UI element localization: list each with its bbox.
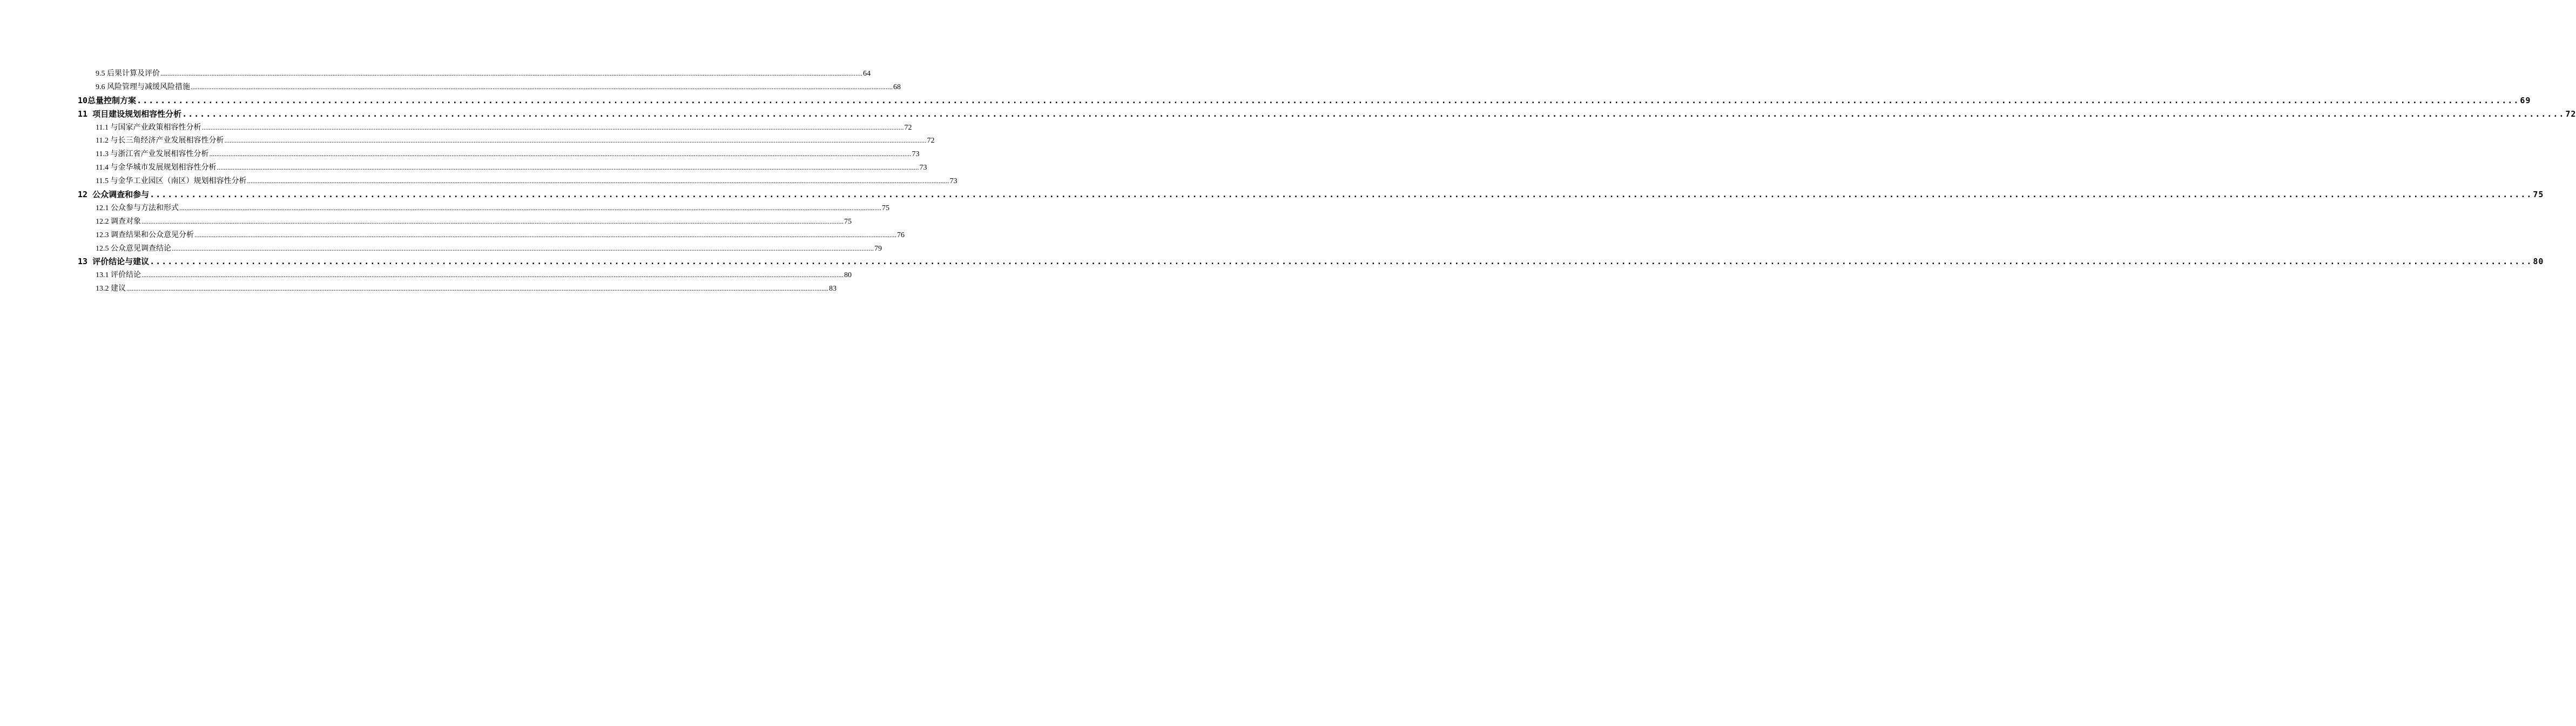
toc-section-entry[interactable] <box>78 174 957 188</box>
toc-dot-leader: ................................................................................................................................................................................................................................................................................................................................................................................................................ <box>160 69 862 77</box>
toc-page-number: 69 <box>2520 95 2531 105</box>
toc-dot-leader: ................................................................................................................................................................................................................................................................................................................................................................................................................ <box>182 109 2565 119</box>
toc-section-entry[interactable] <box>78 201 889 215</box>
toc-chapter-entry[interactable] <box>78 255 2544 268</box>
toc-entry-title: 12.5 公众意见调查结论 <box>96 244 171 253</box>
toc-entry-title: 9.5 后果计算及评价 <box>96 70 160 78</box>
toc-entry-title: 11.2 与长三角经济产业发展相容性分析 <box>96 137 224 145</box>
toc-page-number: 75 <box>2533 190 2544 200</box>
table-of-contents <box>78 67 2576 295</box>
toc-dot-leader: ................................................................................................................................................................................................................................................................................................................................................................................................................ <box>247 177 949 185</box>
toc-entry-title: 12.1 公众参与方法和形式 <box>96 204 179 212</box>
toc-dot-leader: ................................................................................................................................................................................................................................................................................................................................................................................................................ <box>172 244 874 252</box>
toc-entry-title: 11.1 与国家产业政策相容性分析 <box>96 123 201 132</box>
toc-entry-title: 12.2 调查对象 <box>96 217 141 226</box>
toc-section-entry[interactable] <box>78 161 927 174</box>
toc-chapter-entry[interactable] <box>78 94 2531 107</box>
toc-dot-leader: ................................................................................................................................................................................................................................................................................................................................................................................................................ <box>224 136 927 145</box>
toc-page-number: 68 <box>893 83 901 91</box>
toc-entry-title: 11.4 与金华城市发展规划相容性分析 <box>96 164 217 172</box>
toc-entry-title: 11.5 与金华工业园区（南区）规划相容性分析 <box>96 177 247 186</box>
toc-entry-title: 12.3 调查结果和公众意见分析 <box>96 231 194 239</box>
toc-section-entry[interactable] <box>78 268 852 282</box>
toc-section-entry[interactable] <box>78 134 935 147</box>
toc-dot-leader: ................................................................................................................................................................................................................................................................................................................................................................................................................ <box>217 163 919 172</box>
toc-section-entry[interactable] <box>78 147 920 161</box>
toc-dot-leader: ................................................................................................................................................................................................................................................................................................................................................................................................................ <box>141 217 844 225</box>
toc-dot-leader: ................................................................................................................................................................................................................................................................................................................................................................................................................ <box>126 284 828 293</box>
toc-section-entry[interactable] <box>78 121 912 135</box>
toc-page-number: 73 <box>919 164 927 172</box>
toc-section-entry[interactable] <box>78 228 905 242</box>
toc-section-entry[interactable] <box>78 215 852 228</box>
toc-dot-leader: ................................................................................................................................................................................................................................................................................................................................................................................................................ <box>209 150 912 158</box>
toc-dot-leader: ................................................................................................................................................................................................................................................................................................................................................................................................................ <box>201 123 904 131</box>
toc-entry-title: 9.6 风险管理与减缓风险措施 <box>96 83 190 91</box>
toc-entry-title: 11 项目建设规划相容性分析 <box>78 109 182 119</box>
toc-page-number: 83 <box>829 285 837 293</box>
toc-dot-leader: ................................................................................................................................................................................................................................................................................................................................................................................................................ <box>150 257 2533 267</box>
toc-entry-title: 10总量控制方案 <box>78 95 137 105</box>
toc-dot-leader: ................................................................................................................................................................................................................................................................................................................................................................................................................ <box>150 190 2533 200</box>
toc-entry-title: 13.2 建议 <box>96 285 126 293</box>
toc-page-number: 79 <box>874 244 882 253</box>
toc-dot-leader: ................................................................................................................................................................................................................................................................................................................................................................................................................ <box>137 95 2520 105</box>
toc-page-number: 64 <box>863 70 871 78</box>
toc-section-entry[interactable] <box>78 242 882 256</box>
toc-section-entry[interactable] <box>78 80 901 94</box>
toc-page-number: 73 <box>949 177 957 186</box>
toc-page-number: 76 <box>897 231 905 239</box>
toc-entry-title: 13.1 评价结论 <box>96 271 141 280</box>
toc-page-number: 72 <box>927 137 935 145</box>
toc-dot-leader: ................................................................................................................................................................................................................................................................................................................................................................................................................ <box>141 271 844 279</box>
toc-dot-leader: ................................................................................................................................................................................................................................................................................................................................................................................................................ <box>191 82 893 91</box>
toc-entry-title: 13 评价结论与建议 <box>78 257 150 267</box>
toc-entry-title: 12 公众调查和参与 <box>78 190 150 200</box>
toc-page-number: 72 <box>2565 109 2576 119</box>
toc-entry-title: 11.3 与浙江省产业发展相容性分析 <box>96 150 209 159</box>
toc-page-number: 73 <box>912 150 920 159</box>
toc-dot-leader: ................................................................................................................................................................................................................................................................................................................................................................................................................ <box>194 230 896 239</box>
toc-dot-leader: ................................................................................................................................................................................................................................................................................................................................................................................................................ <box>179 203 881 212</box>
toc-page-number: 72 <box>904 123 912 132</box>
toc-section-entry[interactable] <box>78 67 871 80</box>
toc-page-number: 80 <box>844 271 852 280</box>
toc-page-number: 80 <box>2533 257 2544 267</box>
toc-page-number: 75 <box>882 204 889 212</box>
toc-chapter-entry[interactable] <box>78 188 2544 201</box>
toc-page-number: 75 <box>844 217 852 226</box>
toc-section-entry[interactable] <box>78 282 837 295</box>
toc-chapter-entry[interactable] <box>78 107 2576 121</box>
